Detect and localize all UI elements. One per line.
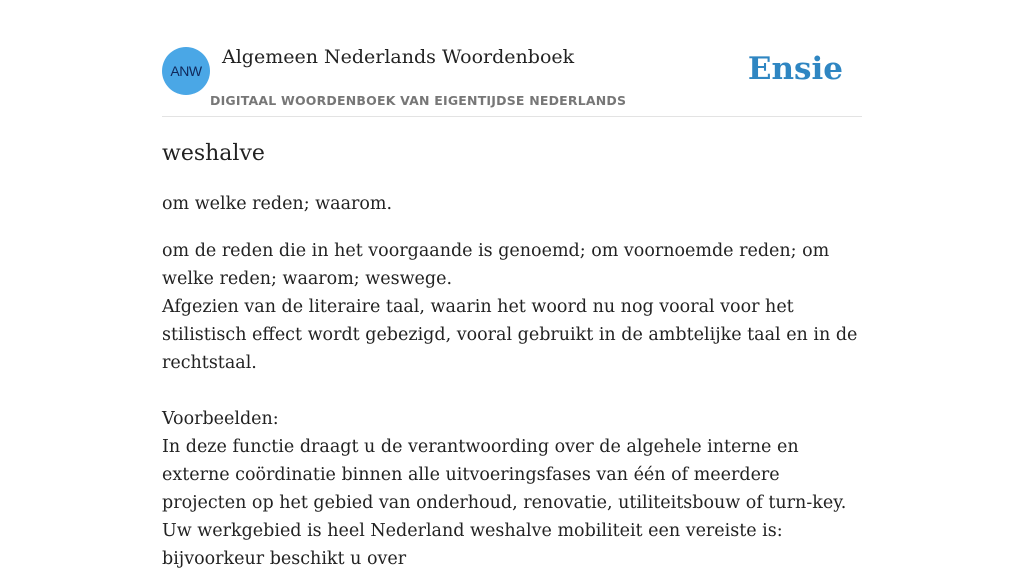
- entry-headword: weshalve: [162, 141, 265, 166]
- site-subtitle: DIGITAAL WOORDENBOEK VAN EIGENTIJDSE NEDERLANDS: [210, 93, 627, 108]
- site-title[interactable]: Algemeen Nederlands Woordenboek: [222, 46, 575, 68]
- ensie-brand-link[interactable]: Ensie: [747, 51, 843, 87]
- long-definition: om de reden die in het voorgaande is genoemd; om voornoemde reden; om welke reden; waarom; weswege. Afgezien van de literaire taal, waarin het woord nu nog vooral voor het stilistisch effect wordt gebezigd, vooral gebruikt in de ambtelijke taal en in de rechtstaal. Voorbeelden: In deze functie draagt u de verantwoording over de algehele interne en externe coördinatie binnen alle uitvoeringsfases van één of meerdere projecten op het gebied van onderhoud, renovatie, utiliteitsbouw of turn-key. Uw werkgebied is heel Nederland weshalve mobiliteit een vereiste is: bijvoorkeur beschikt u over: [162, 241, 858, 569]
- dictionary-entry: [162, 138, 862, 573]
- site-header: [162, 46, 862, 117]
- anw-logo[interactable]: [162, 47, 210, 95]
- short-definition: om welke reden; waarom.: [162, 194, 393, 214]
- logo-text: ANW: [170, 63, 202, 79]
